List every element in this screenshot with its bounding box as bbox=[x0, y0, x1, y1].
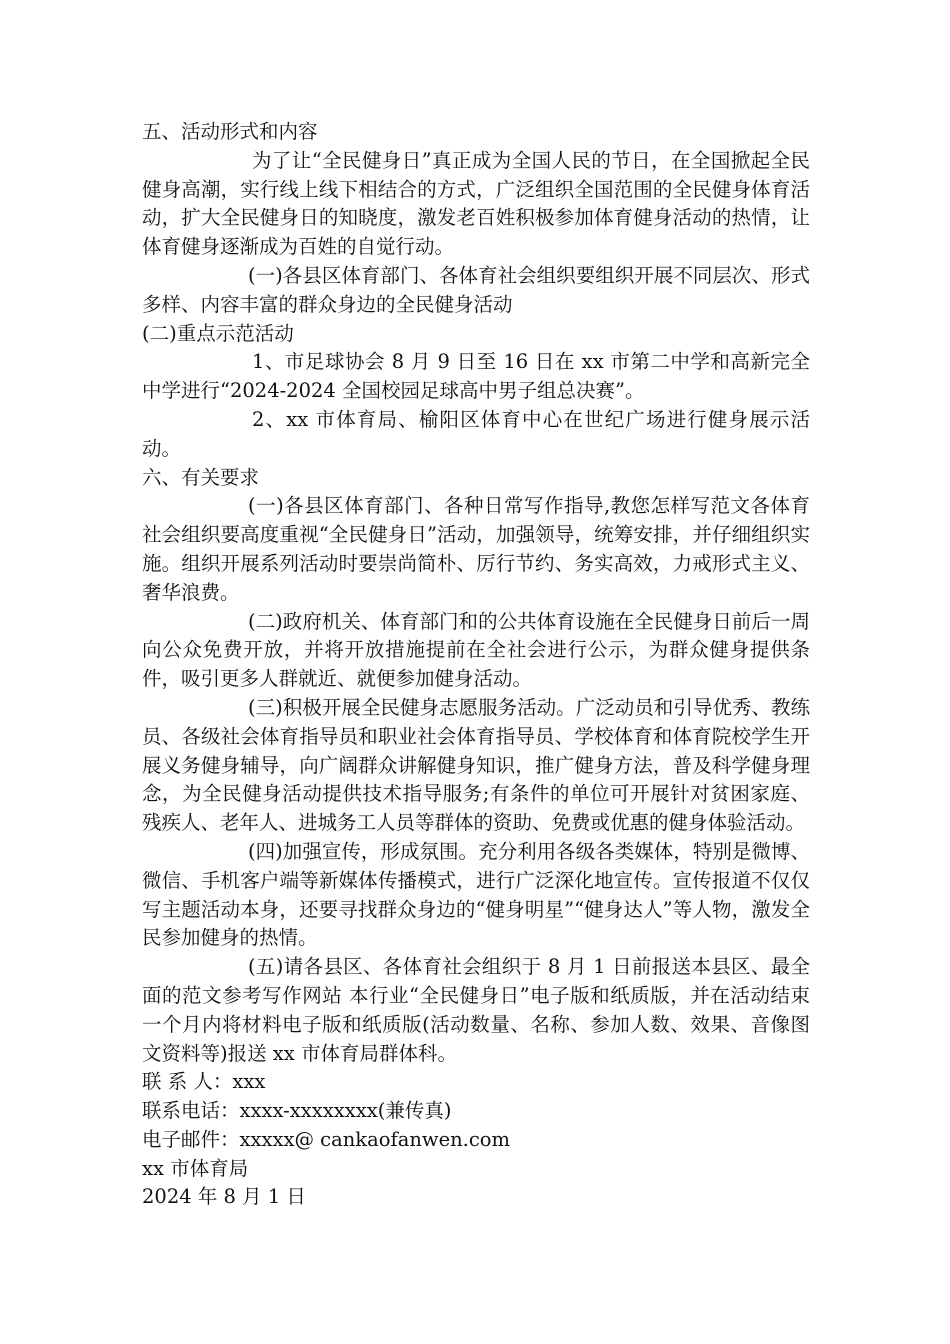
section6-item5-paragraph: (五)请各县区、各体育社会组织于 8 月 1 日前报送本县区、最全面的范文参考写作网站 本行业“全民健身日”电子版和纸质版，并在活动结束一个月内将材料电子版和纸质版(活动数量、名称、参加人数、效果、音像图文资料等)报送 xx 市体育局群体科。 bbox=[142, 955, 810, 1065]
section5-item2-heading: (二)重点示范活动 bbox=[142, 321, 294, 345]
issue-date: 2024 年 8 月 1 日 bbox=[142, 1185, 306, 1209]
section5-item2-sub1-paragraph: 1、市足球协会 8 月 9 日至 16 日在 xx 市第二中学和高新完全中学进行“2024-2024 全国校园足球高中男子组总决赛”。 bbox=[142, 350, 810, 403]
section6-item4-paragraph: (四)加强宣传，形成氛围。充分利用各级各类媒体，特别是微博、微信、手机客户端等新媒体传播模式，进行广泛深化地宣传。宣传报道不仅仅写主题活动本身，还要寻找群众身边的“健身明星”“健身达人”等人物，激发全民参加健身的热情。 bbox=[142, 839, 810, 950]
section6-item1-paragraph: (一)各县区体育部门、各种日常写作指导,教您怎样写范文各体育社会组织要高度重视“全民健身日”活动，加强领导，统筹安排，并仔细组织实施。组织开展系列活动时要崇尚简朴、厉行节约、务实高效，力戒形式主义、奢华浪费。 bbox=[142, 494, 810, 604]
section5-heading: 五、活动形式和内容 bbox=[142, 120, 318, 143]
contact-email: 电子邮件：xxxxx@ cankaofanwen.com bbox=[142, 1127, 511, 1151]
section6-heading: 六、有关要求 bbox=[142, 465, 260, 489]
section6-item2-paragraph: (二)政府机关、体育部门和的公共体育设施在全民健身日前后一周向公众免费开放，并将开放措施提前在全社会进行公示，为群众健身提供条件，吸引更多人群就近、就便参加健身活动。 bbox=[142, 609, 810, 691]
section6-item3-paragraph: (三)积极开展全民健身志愿服务活动。广泛动员和引导优秀、教练员、各级社会体育指导员和职业社会体育指导员、学校体育和体育院校学生开展义务健身辅导，向广阔群众讲解健身知识，推广健身方法，普及科学健身理念，为全民健身活动提供技术指导服务;有条件的单位可开展针对贫困家庭、残疾人、老年人、进城务工人员等群体的资助、免费或优惠的健身体验活动。 bbox=[142, 695, 810, 835]
issuer-name: xx 市体育局 bbox=[142, 1156, 249, 1180]
section5-item1-paragraph: (一)各县区体育部门、各体育社会组织要组织开展不同层次、形式多样、内容丰富的群众身边的全民健身活动 bbox=[142, 263, 810, 316]
contact-person: 联 系 人：xxx bbox=[142, 1070, 266, 1094]
document-body bbox=[142, 118, 810, 1212]
contact-phone: 联系电话：xxxx-xxxxxxxx(兼传真) bbox=[142, 1099, 452, 1123]
section5-intro-paragraph: 为了让“全民健身日”真正成为全国人民的节日，在全国掀起全民健身高潮，实行线上线下相结合的方式，广泛组织全国范围的全民健身体育活动，扩大全民健身日的知晓度，激发老百姓积极参加体育健身活动的热情，让体育健身逐渐成为百姓的自觉行动。 bbox=[142, 148, 810, 259]
section5-item2-sub2-paragraph: 2、xx 市体育局、榆阳区体育中心在世纪广场进行健身展示活动。 bbox=[142, 407, 810, 460]
